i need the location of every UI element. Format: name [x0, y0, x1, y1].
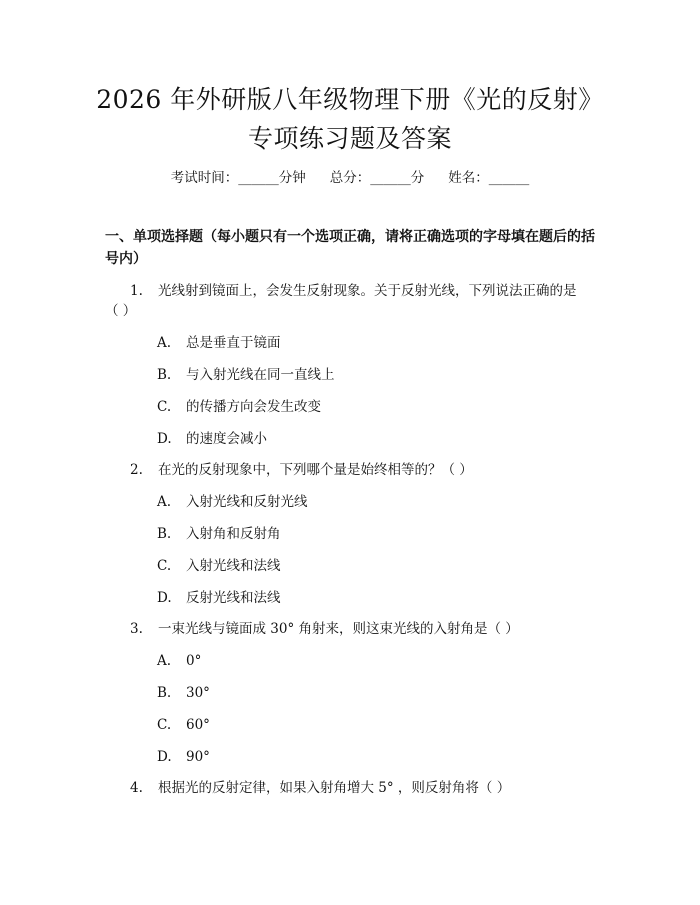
question-text: 根据光的反射定律，如果入射角增大 5° ，则反射角将（ ）	[158, 780, 511, 796]
option-text: 入射角和反射角	[186, 526, 281, 542]
option-letter: A.	[157, 494, 172, 510]
option-letter: D.	[157, 590, 172, 606]
question-number: 4.	[130, 780, 143, 796]
option-letter: D.	[157, 749, 172, 765]
question-1-option-c	[0, 397, 700, 417]
question-1-option-a	[0, 333, 700, 353]
option-text: 0°	[186, 653, 202, 669]
question-4	[0, 778, 700, 798]
section-heading	[105, 226, 605, 270]
question-text-continued: （ ）	[105, 303, 137, 319]
question-3	[0, 619, 700, 639]
option-letter: A.	[157, 653, 172, 669]
question-2	[0, 460, 700, 480]
question-1-option-b	[0, 365, 700, 385]
question-3-option-b	[0, 683, 700, 703]
option-text: 90°	[186, 749, 210, 765]
question-1	[0, 281, 700, 323]
question-number: 1.	[130, 283, 143, 299]
option-text: 入射光线和反射光线	[186, 494, 308, 510]
question-text: 在光的反射现象中，下列哪个量是始终相等的？（ ）	[158, 462, 473, 478]
option-text: 的传播方向会发生改变	[186, 399, 321, 415]
document-title-line-2: 专项练习题及答案	[247, 124, 452, 153]
option-text: 30°	[186, 685, 210, 701]
question-text: 光线射到镜面上，会发生反射现象。关于反射光线，下列说法正确的是	[158, 283, 577, 299]
option-letter: B.	[157, 367, 172, 383]
question-3-option-c	[0, 715, 700, 735]
option-letter: B.	[157, 685, 172, 701]
section-heading-line-1: 一、单项选择题（每小题只有一个选项正确，请将正确选项的字母填在题后的括	[105, 229, 595, 245]
section-heading-line-2: 号内）	[105, 251, 147, 267]
exam-info-line	[0, 168, 700, 188]
option-text: 总是垂直于镜面	[186, 335, 281, 351]
question-1-option-d	[0, 429, 700, 449]
option-text: 与入射光线在同一直线上	[186, 367, 335, 383]
question-2-option-b	[0, 524, 700, 544]
question-text: 一束光线与镜面成 30° 角射来，则这束光线的入射角是（ ）	[158, 621, 519, 637]
option-letter: D.	[157, 431, 172, 447]
option-letter: C.	[157, 399, 172, 415]
question-3-option-d	[0, 747, 700, 767]
option-text: 的速度会减小	[186, 431, 267, 447]
document-title-line-1: 2026 年外研版八年级物理下册《光的反射》	[96, 85, 604, 114]
question-2-option-d	[0, 588, 700, 608]
question-number: 3.	[130, 621, 143, 637]
option-text: 反射光线和法线	[186, 590, 281, 606]
option-letter: C.	[157, 717, 172, 733]
option-text: 入射光线和法线	[186, 558, 281, 574]
student-name-field: 姓名：______	[448, 170, 530, 186]
question-number: 2.	[130, 462, 143, 478]
total-score-field: 总分：______分	[329, 170, 425, 186]
exam-time-field: 考试时间：______分钟	[170, 170, 306, 186]
question-2-option-a	[0, 492, 700, 512]
option-letter: C.	[157, 558, 172, 574]
option-letter: B.	[157, 526, 172, 542]
option-letter: A.	[157, 335, 172, 351]
question-2-option-c	[0, 556, 700, 576]
option-text: 60°	[186, 717, 210, 733]
question-3-option-a	[0, 651, 700, 671]
